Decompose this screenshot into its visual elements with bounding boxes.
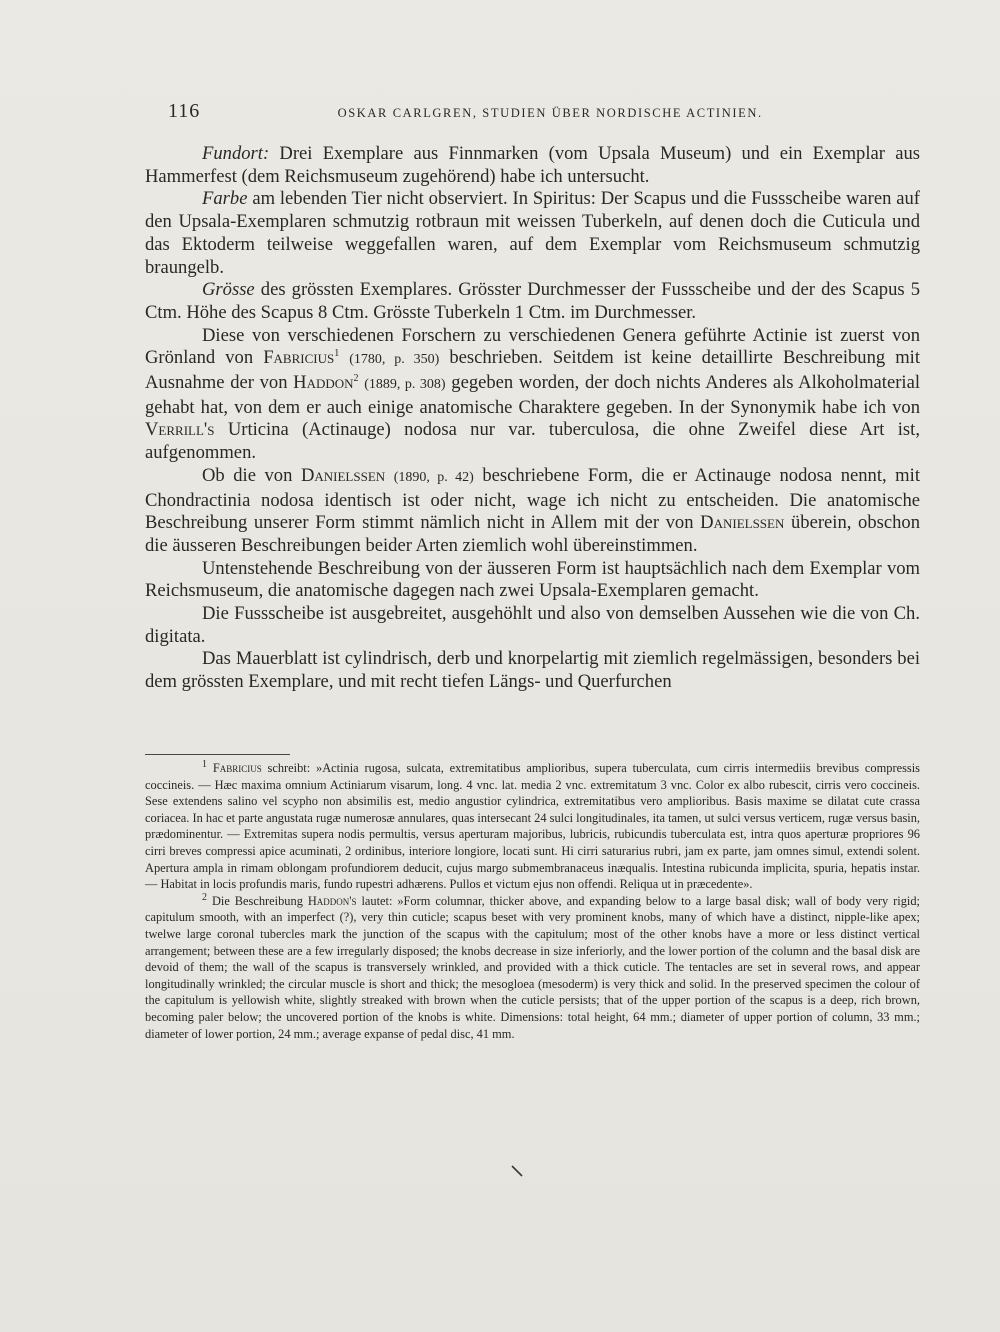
author-name: Danielssen [300,464,386,486]
text-run: beschriebene Form, die er Actinauge nodosa nennt, mit Chondractinia nodosa identisch ist oder nicht, wage ich nicht zu entscheiden. Die anatomische Beschreibung unserer Form stimmt nämlich nicht in Allem mit der von [145,464,920,534]
footnote-text: schreibt: »Actinia rugosa, sulcata, extremitatibus amplioribus, supera tuberculata, cum cirris intermediis brevibus compressis coccineis. — Hæc maxima omnium Actiniarum visarum, long. 4 vnc. lat. media 2 vnc. extremitatum 3 vnc. Color ex albo rubescit, cirris vero coccineis. Sese extendens salino vel scypho non absimilis est, medio angustior cylindrica, extremitatibus vero amplioribus. Basis maxime se dilatat cute crassa coriacea. In hac et parte angustata rugæ numerosæ annulares, quas intersecant 24 sulci longitudinales, ita tamen, ut sulci versus verticem, rugæ versus basin, prædominentur. — Extremitas supera nodis permultis, versus aperturam majoribus, lubricis, rubicundis tuberculata est, intra quos aperturæ propriores 96 cirri breves compressi apice acuminati, 2 ordinibus, interiore longiore, locati sunt. Hi cirri saturarius rubri, jam ex parte, jam omnes simul, extendi solent. Apertura ampla in rimam oblongam profundiorem deducit, cujus margo submembranaceus inæqualis. Intestina rubicunda implicita, spuria, hepatis instar. — Habitat in locis profundis maris, fundo rupestri adhærens. Pullos et victum ejus non offendi. Reliqua ut in præcedente». [145,761,920,892]
author-name: Fabricius [263,347,335,369]
citation: (1889, p. 308) [364,377,446,393]
author-name: Fabricius [212,761,262,775]
paragraph-text: am lebenden Tier nicht observiert. In Spiritus: Der Scapus und die Fussscheibe waren auf den Upsala-Exemplaren schmutzig rotbraun mit weissen Tuberkeln, auf denen doch die Cuticula und das Ektoderm teilweise weggefallen waren, auf dem Exemplar vom Reichsmuseum schmutzig braungelb. [145,188,921,278]
paragraph-method: Untenstehende Beschreibung von der äusseren Form ist hauptsächlich nach dem Exemplar vom Reichsmuseum, die anatomische dagegen nach zwei Upsala-Exemplaren gemacht. [145,557,920,602]
paragraph-farbe [145,188,920,279]
text-run: Urticina (Actinauge) nodosa nur var. tuberculosa, die ohne Zweifel diese Art ist, aufgenommen. [145,419,920,464]
main-text [145,143,920,694]
footnote-text: lautet: »Form columnar, thicker above, and expanding below to a large basal disk; wall of body very rigid; capitulum smooth, with an imperfect (?), very thin cuticle; scapus beset with very prominent knobs, many of which have a distinct, nipple-like apex; twelwe large coronal tubercles mark the junction of the scapus with the capitulum; most of the other knobs have a more or less distinct vertical arrangement; between these are a few irregularly disposed; the knobs decrease in size inferiorly, and the lower portion of the column and the basal disk are devoid of them; the wall of the scapus is transversely wrinkled, and provided with a thick cuticle. The tentacles are set in several rows, and appear longitudinally wrinkled; the circular muscle is short and thick; the mesogloea (mesoderm) is very thick and solid. In the preserved specimen the colour of the capitulum is yellowish white, slightly streaked with brown when the cuticle persists; that of the upper portion of the scapus is a deep, rich brown, becoming paler below; the uncovered portion of the knobs is white. Dimensions: total height, 64 mm.; diameter of upper portion of column, 33 mm.; diameter of lower portion, 24 mm.; average expanse of pedal disc, 41 mm. [145,893,920,1041]
citation: (1780, p. 350) [349,352,440,368]
paragraph-lead: Grösse [202,279,255,301]
footnote-ref-1: 1 [334,348,340,360]
paragraph-groesse [145,279,920,324]
paragraph-mauerblatt: Das Mauerblatt ist cylindrisch, derb und knorpelartig mit ziemlich regelmässigen, besonders bei dem grössten Exemplare, und mit recht tiefen Längs- und Querfurchen [145,648,920,693]
paragraph-danielssen [145,465,920,558]
footnote-2 [145,893,920,1042]
text-run: überein, obschon die äusseren Beschreibungen beider Arten ziemlich wohl übereinstimmen. [145,512,920,556]
footnote-lead: Die Beschreibung [211,893,303,908]
paragraph-text: des grössten Exemplares. Grösster Durchmesser der Fussscheibe und der des Scapus 5 Ctm. Höhe des Scapus 8 Ctm. Grösste Tuberkeln 1 Ctm. im Durchmesser. [145,279,920,323]
paragraph-history [145,325,920,465]
author-name: Danielssen [700,512,785,534]
author-name: Haddon's [307,893,357,908]
citation: (1890, p. 42) [393,469,474,485]
page-header [168,100,920,128]
running-title: OSKAR CARLGREN, STUDIEN ÜBER NORDISCHE ACTINIEN. [337,106,763,120]
paragraph-fundort [145,143,920,188]
text-run: Diese von verschiedenen Forschern zu verschiedenen Genera geführte Actinie ist zuerst von Grönland von [145,324,920,369]
author-name: Verrill's [145,419,215,441]
text-run: gegeben worden, der doch nichts Anderes als Alkoholmaterial gehabt hat, von dem er auch einige anatomische Charaktere gegeben. In der Synonymik habe ich von [145,372,921,418]
footnote-marker: 2 [202,891,207,903]
stray-mark-icon [510,1164,524,1178]
footnote-divider [145,754,290,755]
paragraph-lead: Fundort: [202,143,270,164]
text-run: Ob die von [202,464,293,486]
text-run: beschrieben. Seitdem ist keine detaillirte Beschreibung mit Ausnahme der von [145,347,920,394]
footnote-1 [145,760,920,893]
footnotes [145,760,920,1042]
page-number: 116 [168,100,201,122]
paragraph-lead: Farbe [202,188,248,210]
footnote-marker: 1 [202,758,207,770]
author-name: Haddon [293,372,354,394]
paragraph-text: Drei Exemplare aus Finnmarken (vom Upsala Museum) und ein Exemplar aus Hammerfest (dem Reichsmuseum zugehörend) habe ich untersucht. [145,143,920,187]
paragraph-fussscheibe: Die Fussscheibe ist ausgebreitet, ausgehöhlt und also von demselben Aussehen wie die von Ch. digitata. [145,603,920,647]
footnote-ref-2: 2 [353,372,359,384]
